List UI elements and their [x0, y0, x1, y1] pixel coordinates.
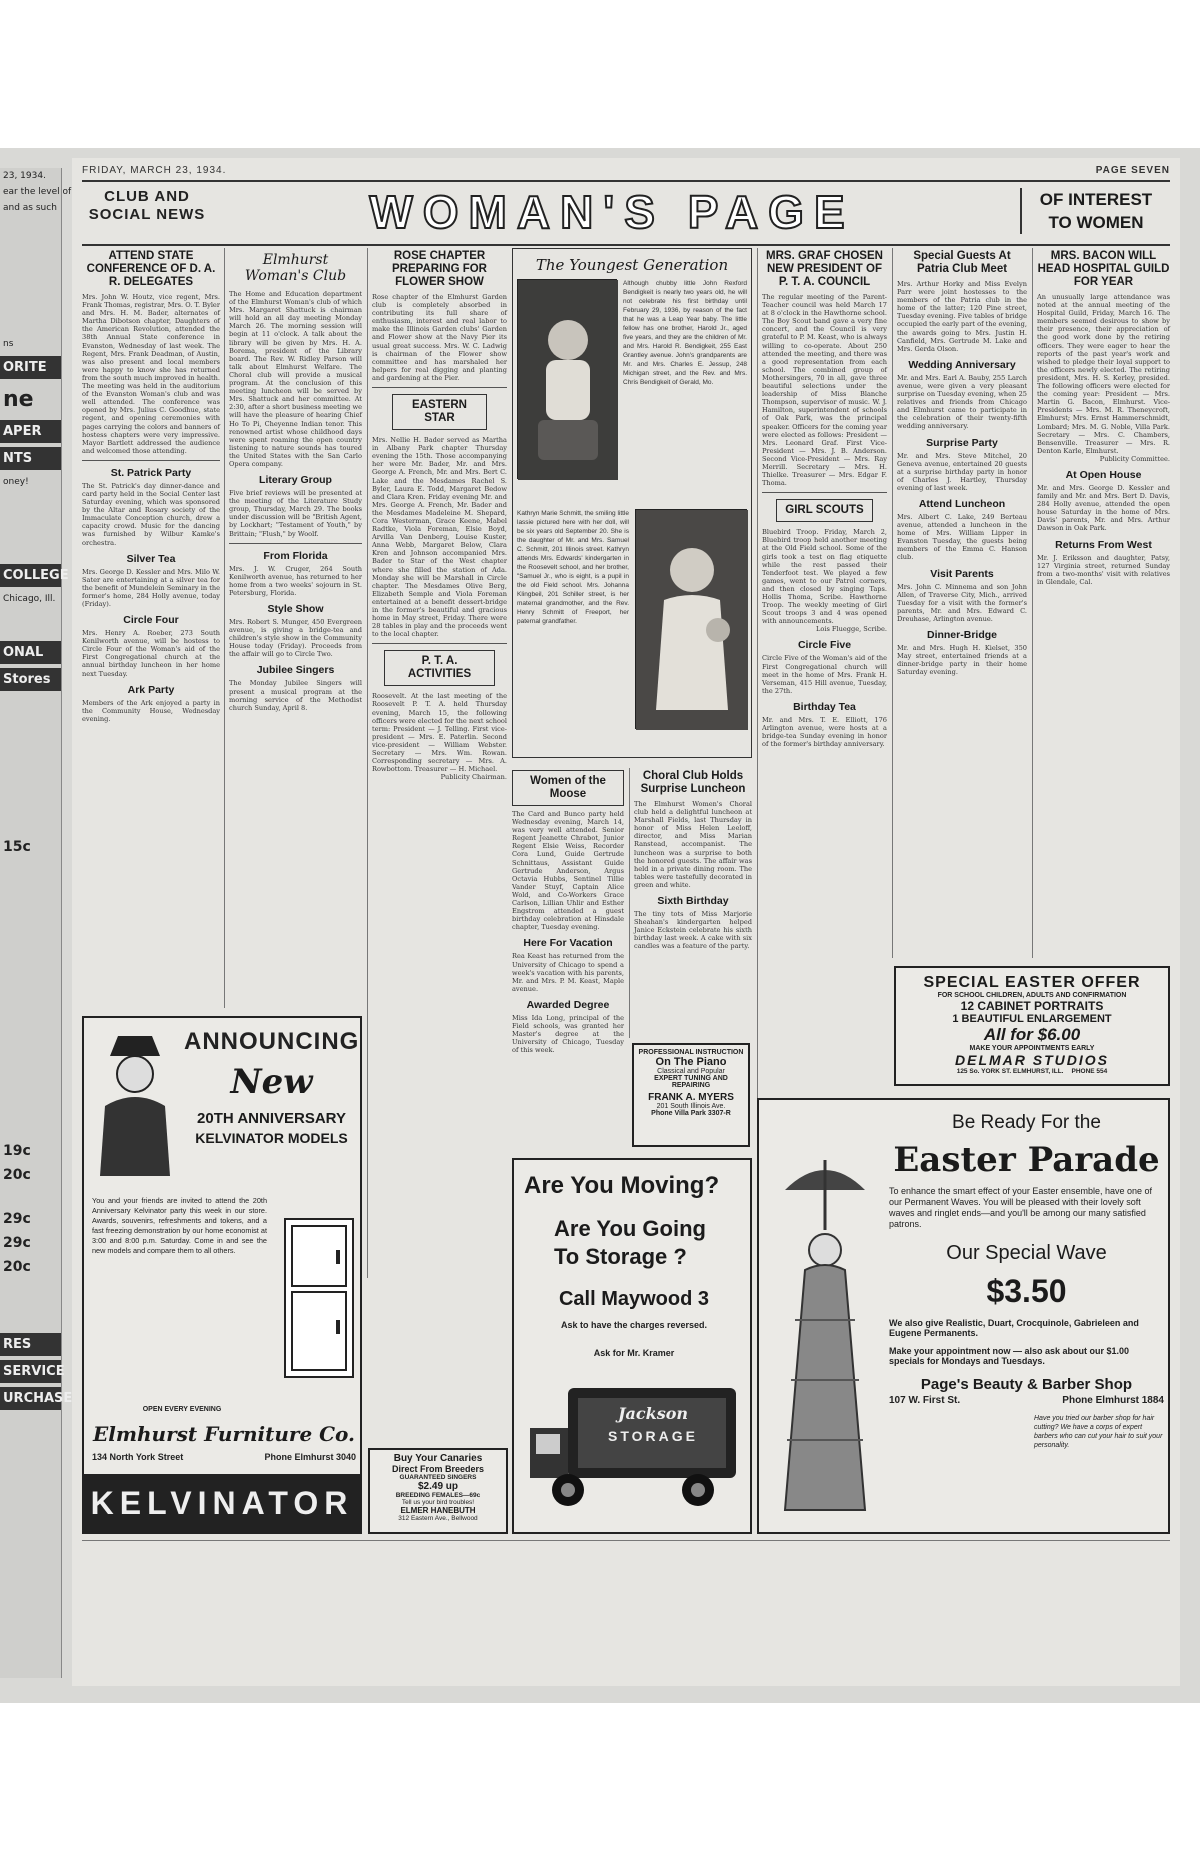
- ad-phone: Phone Elmhurst 3040: [264, 1452, 356, 1462]
- article-body: Mrs. John W. Houtz, vice regent, Mrs. Frank Thomas, registrar, Mrs. O. T. Byler and Mrs. H. M. Bader, alternates of Martha Dibotson chapter, Daughters of the American Revolution, attended the 38th Annual State conference in Evanston, Wednesday of last week. The Regent, Mrs. Frank Deadman, of Austin, was also present and local members were happy to know she has returned from the south much improved in health. The meeting was held in the auditorium of the Evanston Woman's club and was well attended. The conference was opened by Mrs. Julius C. Goodhue, state regent, and opening ceremonies with pages carrying the colors and banners of hostess chapters were very impressive. Mayor Bartlett addressed the audience and welcomed those attending.: [82, 293, 220, 455]
- article-headline: Wedding Anniversary: [908, 358, 1016, 371]
- truck-brand: Jackson: [617, 1404, 689, 1423]
- strip-text: Stores: [0, 668, 61, 691]
- of-interest-line: OF INTEREST: [1039, 190, 1153, 209]
- column-patria-club: [892, 248, 1027, 958]
- scanner-margin-bottom: [0, 1703, 1200, 1855]
- newspaper-page: [0, 148, 1200, 1703]
- ad-line: Be Ready For the: [952, 1112, 1101, 1133]
- article-body: An unusually large attendance was noted at the annual meeting of the Hospital Guild, Friday, March 16. The members seemed desirous to show by their presence, their appreciation of the good work done by the retiring officers. They were eager to hear the reports of the past year's work and wished to pledge their loyal support to the officers newly elected. The retiring president, Mrs. H. S. Kerley, presided. The following officers were elected for the coming year: President — Mrs. Martin G. Bacon, Elmhurst. Vice-Presidents — Mrs. M. R. Theneycroft, Elmhurst; Mrs. Ernst Hammerschmidt, Lombard; Mrs. M. G. Noble, Villa Park. Secretary — Mrs. C. Chambers, Bensenville. Treasurer — Mrs. R. Denton Karle, Elmhurst.: [1037, 293, 1170, 455]
- article-body: Mrs. Nellie H. Bader served as Martha in Albany Park chapter Thursday evening the 15th. Those accompanying her were Mr. Bader, Mr. and Mrs. George A. French, Mr. and Mrs. Bert C. Lake and the Mesdames Rachel S. Byler, Laura E. Todd, Margaret Bedow and Clara Kren. Friday evening Mr. and Mrs. George A. French, Mr. Bader and the Mesdames Madeleine M. Shepard, Cora Westerman, Grace Keene, Mabel Radtke, Viola Foreman, Elsie Boyd, Arvilla Van Denberg, Louise Kuster, Anna Webb, Margaret Below, Clara Kren and Johnson accompanied Mrs. Bader to Star of the West chapter where she filled the station of Ada. Monday she will be Marshall in Circle chapter. The Mesdames Olive Berg, Elizabeth Semple and Viola Foreman entertained at a benefit dessert-bridge in the former's beautiful and gracious home in May street, Friday. There were 28 tables in play and the proceeds went to the local chapter.: [372, 436, 507, 639]
- ad-price: $2.49 up: [417, 1481, 459, 1492]
- ad-body: Make your appointment now — also ask about our $1.00 specials for Mondays and Tuesdays.: [889, 1346, 1130, 1366]
- strip-text: 29c: [3, 1235, 31, 1251]
- article-headline: Returns From West: [1055, 538, 1152, 551]
- ad-line: 20TH ANNIVERSARY: [197, 1110, 346, 1127]
- ad-man-illustration: [90, 1026, 180, 1186]
- strip-text: 20c: [3, 1259, 31, 1275]
- article-headline: Attend Luncheon: [918, 497, 1006, 510]
- scanner-margin-top: [0, 0, 1200, 40]
- ad-line: To Storage ?: [554, 1244, 687, 1269]
- article-body: Mrs. George D. Kessler and Mrs. Milo W. Sater are entertaining at a silver tea for the benefit of Mundelein Seminary in the former's home, 284 Holly avenue, today (Friday).: [82, 567, 220, 608]
- article-headline: Circle Five: [797, 639, 852, 652]
- article-body: The Home and Education department of the Elmhurst Woman's club of which Mrs. Margaret Shattuck is chairman will hold an all day meeting Monday March 26. The morning session will begin at 11 o'clock. A talk about the library will be given by Mrs. H. A. Borema, president of the Library board. The Rev. W. Ridley Parson will talk about Elmhurst Welfare. The Choral club will provide a musical program. At the conclusion of this meeting luncheon will be served by Mrs. Shattuck and her committee. At 2:30, after a short business meeting we will have the pleasure of hearing Chief Ho To Pi, Cheyenne Indian tenor. This renowned artist whose childhood days were spent roaming the open country listening to nature sounds has toured the United States with the San Carlo Opera company.: [229, 290, 362, 468]
- ad-line: Ask to have the charges reversed.: [560, 1320, 708, 1330]
- article-body: Mrs. John C. Minnema and son John Allen, of Traverse City, Mich., arrived Tuesday for a visit with the former's parents, Mr. and Mrs. Edward C. Dreuhase, Arlington avenue.: [897, 582, 1027, 623]
- ad-canaries: [368, 1448, 508, 1534]
- column-womans-club: [224, 248, 362, 1008]
- divider: [762, 492, 887, 493]
- article-headline: Birthday Tea: [793, 700, 856, 713]
- ad-line: GUARANTEED SINGERS: [399, 1474, 477, 1481]
- article-body: Mr. and Mrs. Hugh H. Kielset, 350 May street, entertained friends at a dinner-bridge party in their home Saturday evening.: [897, 644, 1027, 677]
- article-headline: Ark Party: [127, 683, 175, 696]
- ad-pages-beauty-shop: [757, 1098, 1170, 1534]
- ad-name: FRANK A. MYERS: [648, 1092, 734, 1103]
- strip-text: 23, 1934.: [3, 171, 46, 181]
- article-body: Five brief reviews will be presented at the meeting of the Literature Study group, Thursday, March 29. The books under discussion will be "British Agent, by Lockhart; "Testament of Youth," by Brittain; "Flush," by Woolf.: [229, 489, 362, 538]
- article-headline: Surprise Party: [926, 436, 998, 449]
- page-topline: [82, 163, 1170, 179]
- masthead: [82, 186, 1170, 240]
- of-interest-to-women: [1020, 188, 1170, 234]
- adjacent-page-strip: [0, 168, 73, 1678]
- ad-address: 201 South Illinois Ave.: [656, 1103, 726, 1110]
- article-headline: Silver Tea: [126, 552, 176, 565]
- ad-line: Our Special Wave: [946, 1242, 1107, 1264]
- ad-line: MAKE YOUR APPOINTMENTS EARLY: [969, 1045, 1095, 1052]
- article-headline: Dinner-Bridge: [926, 629, 997, 641]
- store-name: Elmhurst Furniture Co.: [92, 1422, 356, 1446]
- ad-headline: Easter Parade: [893, 1140, 1160, 1180]
- divider: [372, 643, 507, 644]
- ad-line: 1 BEAUTIFUL ENLARGEMENT: [952, 1013, 1112, 1025]
- photo-caption: Although chubby little John Rexford Bendigkeit is nearly two years old, he will not celebrate his first birthday until February 29, 1936, by reason of the fact that he was a Leap Year baby. The little fellow has one brother, Harold Jr., aged five years, and they are the children of Mr. and Mrs. Harold R. Bendigkeit, 255 East Grantley avenue. John's grandparents are Mr. and Mrs. Charles E. Jessup, 248 Michigan street, and the Rev. and Mrs. Chris Bendigkeit of Gerald, Mo.: [623, 280, 747, 386]
- article-body: The St. Patrick's day dinner-dance and card party held in the Social Center last Saturday evening, which was sponsored by the Altar and Rosary society of the Immaculate Conception church, drew a capacity crowd. Music for the dancing was furnished by Wilbur Kamke's orchestra.: [82, 481, 220, 547]
- ad-name: ELMER HANEBUTH: [400, 1506, 476, 1515]
- ad-line: Are You Going: [554, 1216, 706, 1241]
- signature: Publicity Committee.: [1099, 454, 1170, 463]
- article-body: Bluebird Troop. Friday, March 2, Bluebird troop held another meeting at the Old Field school. Some of the girls took a test on flag etiquette while the rest passed their Tenderfoot test. We played a few games, went to our Patrol corners, and then closed by singing Taps. Hollis Thoma, Scribe. Hawthorne Troop. The weekly meeting of Girl Scout troops 3 and 4 was opened with announcements.: [762, 528, 887, 626]
- strip-text: 19c: [3, 1143, 31, 1159]
- article-body: Mr. J. Eriksson and daughter, Patsy, 127 Virginia street, returned Sunday from a two-months' visit with relatives in Glendale, Cal.: [1037, 553, 1170, 586]
- article-headline: P. T. A. ACTIVITIES: [384, 650, 495, 686]
- article-body: Mrs. Henry A. Roeber, 273 South Kenilworth avenue, will be hostess to Circle Four of the Woman's aid of the First Congregational church at the annual birthday luncheon in her home next Tuesday.: [82, 629, 220, 678]
- ad-maywood-storage: [512, 1158, 752, 1534]
- article-body: Circle Five of the Woman's aid of the First Congregational church will meet in the home of Mrs. Frank H. Verseman, 415 Hill avenue, Tuesday, the 27th.: [762, 654, 887, 695]
- column-pta-council: [757, 248, 887, 1148]
- article-body: The Elmhurst Women's Choral club held a delightful luncheon at Marshall Fields, last Thursday in honor of Miss Helen Leeloff, director, and Miss Marian Ranstead, accompanist. The luncheon was a surprise to both the honored guests. The affair was held in a private dining room. The tables were tastefully decorated in green and white.: [634, 800, 752, 889]
- article-body: Members of the Ark enjoyed a party in the Community House, Wednesday evening.: [82, 698, 220, 723]
- ad-line: Direct From Breeders: [391, 1464, 485, 1474]
- dateline: FRIDAY, MARCH 23, 1934.: [82, 165, 227, 176]
- article-body: Mr. and Mrs. T. E. Elliott, 176 Arlington avenue, were hosts at a bridge-tea Sunday evening in honor of the former's birthday anniversary.: [762, 715, 887, 749]
- article-headline: St. Patrick Party: [110, 466, 192, 479]
- article-headline: MRS. BACON WILL HEAD HOSPITAL GUILD FOR YEAR: [1037, 250, 1170, 288]
- baby-illustration: [518, 280, 618, 480]
- signature: Lois Fluegge, Scribe.: [816, 625, 887, 634]
- club-social-news: [82, 188, 212, 224]
- ad-line: On The Piano: [655, 1056, 727, 1068]
- ad-headline: SPECIAL EASTER OFFER: [923, 974, 1141, 991]
- article-body: Mr. and Mrs. Steve Mitchel, 20 Geneva avenue, entertained 20 guests at a surprise birthday party in honor of Charles J. Hartley, Thursday evening of last week.: [897, 451, 1027, 492]
- ad-piano-instruction: [632, 1043, 750, 1147]
- article-headline: Choral Club Holds Surprise Luncheon: [640, 770, 746, 795]
- article-body: Mrs. Albert C. Lake, 249 Berteau avenue, attended a luncheon in the home of Mrs. William Lipper in Evanston Tuesday, the guests being members of the Emma C. Hanson club.: [897, 512, 1027, 562]
- ad-line: Ask for Mr. Kramer: [593, 1348, 675, 1358]
- article-body: The Card and Bunco party held Wednesday evening, March 14, was very well attended. Senior Regent Jeanette Chrabot, Junior Regent Elsie Weiss, Recorder Cora Lund, Guide Gertrude Schnittaus, Assistant Guide Gertrude Anderson, Argus Octavia Hubbs, Sentinel Tillie Vander Stuyf, Captain Alice Wold, and Co-Workers Grace Carlson, Lillian Uhlir and Esther Engstrom attended a guest birthday celebration at Hinsdale chapter, Tuesday evening.: [512, 810, 624, 932]
- article-headline: GIRL SCOUTS: [776, 499, 873, 522]
- ad-line: KELVINATOR MODELS: [195, 1130, 348, 1146]
- strip-text: 15c: [3, 839, 31, 855]
- strip-text: COLLEGE: [0, 564, 61, 587]
- article-headline: Elmhurst Woman's Club: [244, 252, 347, 284]
- ad-content: [889, 1112, 1164, 1450]
- article-body: Rea Keast has returned from the University of Chicago to spend a week's vacation with his parents, Mr. and Mrs. P. M. Keast, Maple avenue.: [512, 952, 624, 993]
- shop-contact: [889, 1395, 1164, 1406]
- ad-line: PROFESSIONAL INSTRUCTION: [638, 1049, 744, 1056]
- article-body: Mrs. Arthur Horky and Miss Evelyn Parr were joint hostesses to the members of the Patria club in the home of the latter; 120 Pine street, Tuesday evening. Five tables of bridge occupied the early part of the evening, the awards going to Mrs. Justin H. Canfield, Mrs. Gertrude M. Lake and Mrs. Gerda Olson.: [897, 280, 1027, 353]
- strip-text: ns: [3, 339, 14, 349]
- social-news-line: SOCIAL NEWS: [88, 206, 206, 223]
- article-headline: Jubilee Singers: [256, 664, 335, 677]
- article-headline: MRS. GRAF CHOSEN NEW PRESIDENT OF P. T. A. COUNCIL: [766, 250, 883, 288]
- page-title: WOMAN'S PAGE: [369, 186, 855, 238]
- colonial-man-icon: [90, 1026, 180, 1186]
- ad-address: 134 North York Street: [92, 1452, 184, 1462]
- article-headline: Style Show: [267, 603, 324, 615]
- ad-line: New: [230, 1062, 313, 1102]
- article-headline: Literary Group: [259, 474, 332, 487]
- ad-body: We also give Realistic, Duart, Crocquinole, Gabrieleen and Eugene Permanents.: [889, 1318, 1139, 1338]
- girl-illustration: [636, 510, 748, 730]
- strip-text: NTS: [0, 447, 61, 470]
- baby-photo: [517, 279, 617, 479]
- article-headline: Circle Four: [123, 614, 179, 627]
- studio-name: DELMAR STUDIOS: [955, 1052, 1109, 1068]
- ad-price: $3.50: [986, 1273, 1067, 1309]
- article-body: Mr. and Mrs. Earl A. Bauby, 255 Larch avenue, were given a very pleasant surprise on Tuesday evening, when 25 relatives and friends from Chicago and Elmhurst came to participate in the celebration of their twenty-fifth wedding anniversary.: [897, 373, 1027, 431]
- article-body: Rose chapter of the Elmhurst Garden club is completely absorbed in contributing its full share of enthusiasm, interest and real labor to make the Illinois Garden clubs' Garden and Flower show at the Navy Pier its usual great success. Mrs. W. C. Ladwig is chairman of the Flower show committee and has marshaled her helpers for real digging and planting and gardening at the Pier.: [372, 293, 507, 382]
- divider: [82, 460, 220, 461]
- ad-address: 107 W. First St.: [889, 1395, 961, 1406]
- page-content: [72, 158, 1180, 1686]
- ad-line: OPEN EVERY EVENING: [142, 1406, 222, 1413]
- ad-line: Classical and Popular: [657, 1068, 725, 1075]
- girl-photo: [635, 509, 747, 729]
- truck-icon: [528, 1378, 740, 1518]
- strip-text: ONAL: [0, 641, 61, 664]
- ad-note: Have you tried our barber shop for hair cutting? We have a corps of expert barbers who can cut your hair to suit your personality.: [1034, 1415, 1163, 1449]
- ad-kelvinator: [82, 1016, 362, 1534]
- to-women-line: TO WOMEN: [1048, 213, 1144, 232]
- article-headline: Awarded Degree: [526, 998, 610, 1011]
- column-hospital-guild: [1032, 248, 1170, 958]
- club-line: CLUB AND: [104, 188, 190, 205]
- article-body: Mrs. J. W. Cruger, 264 South Kenilworth avenue, has returned to her home from a two weeks' sojourn in St. Petersburg, Florida.: [229, 564, 362, 597]
- brand-banner: KELVINATOR: [84, 1474, 360, 1532]
- page-number: PAGE SEVEN: [1095, 165, 1170, 176]
- moving-truck-illustration: [528, 1378, 740, 1518]
- refrigerator-icon: [286, 1220, 352, 1376]
- refrigerator-illustration: [284, 1218, 354, 1378]
- ad-line: EXPERT TUNING AND REPAIRING: [654, 1075, 728, 1089]
- ad-line: Tell us your bird troubles!: [401, 1499, 475, 1506]
- ad-body: You and your friends are invited to attend the 20th Anniversary Kelvinator party this week in our store. Awards, souvenirs, refreshments and tokens, and a fast freezing demonstration by our home economist at 3:00 and 8:00 p.m. Saturday. Come in and see the new models and compare them to all others.: [92, 1196, 267, 1255]
- article-body: Mr. and Mrs. George D. Kessler and family and Mr. and Mrs. Bert D. Davis, 284 Holly avenue, attended the open house Saturday in the home of Mrs. Davis' parents, Mr. and Mrs. Arthur Dawson in Oak Park.: [1037, 483, 1170, 533]
- column-rose-chapter: [367, 248, 507, 1278]
- masthead-rule: [82, 244, 1170, 246]
- article-headline: From Florida: [263, 549, 328, 562]
- studio-contact: [902, 1068, 1162, 1075]
- shop-name: Page's Beauty & Barber Shop: [920, 1376, 1133, 1393]
- ad-line: 12 CABINET PORTRAITS: [960, 999, 1104, 1013]
- lady-illustration: [765, 1120, 885, 1520]
- column-choral: [629, 768, 752, 1038]
- signature: Publicity Chairman.: [440, 773, 507, 782]
- ad-headline: ANNOUNCING: [184, 1028, 360, 1055]
- column-dar: [82, 248, 220, 1008]
- ad-line: FOR SCHOOL CHILDREN, ADULTS AND CONFIRMATION: [937, 992, 1127, 999]
- article-headline: EASTERN STAR: [392, 394, 487, 430]
- ad-phone: PHONE 554: [1071, 1068, 1108, 1075]
- ad-delmar-studios: [894, 966, 1170, 1086]
- article-headline: At Open House: [1065, 468, 1142, 481]
- strip-text: oney!: [3, 477, 29, 487]
- strip-text: ear the level of: [3, 187, 72, 197]
- article-body: The tiny tots of Miss Marjorie Sheahan's kindergarten helped Janice Eckstein celebrate his sixth birthday last week. A cake with six candles was a feature of the party.: [634, 910, 752, 951]
- divider: [229, 543, 362, 544]
- article-headline: Women of the Moose: [512, 770, 624, 806]
- strip-text: Chicago, Ill.: [3, 594, 56, 604]
- truck-label: STORAGE: [608, 1428, 698, 1444]
- strip-text: URCHASE: [0, 1387, 61, 1410]
- article-body: Roosevelt. At the last meeting of the Roosevelt P. T. A. held Thursday evening, March 15, the following officers were elected for the next school term: President — J. Telling. First vice-president — Mrs. E. Paterlin. Second vice-president — William Webster. Secretary — Mrs. Wm. Rowan. Corresponding secretary — Mrs. A. Rowbottom. Treasurer — H. Michael.: [372, 692, 507, 774]
- article-body: The Monday Jubilee Singers will present a musical program at the morning service of the Methodist church Sunday, April 8.: [229, 679, 362, 712]
- feature-title: The Youngest Generation: [535, 256, 729, 274]
- store-contact: [92, 1452, 356, 1462]
- article-body: The regular meeting of the Parent-Teacher council was held March 17 at 8 o'clock in the Hawthorne school. The Boy Scout band gave a very fine concert, and the Council is very grateful to P. M. Keast, who is always willing to co-operate. About 250 attended the meeting, and there was a good representation from each school. The combined group of Mothersingers, 70 in all, gave three beautiful selections under the leadership of Miss Blanche Thompson, supervisor of music. W. J. Hamilton, superintendent of schools of Oak Park, was the principal speaker. Officers for the coming year were elected as follows: President — Mrs. Leonard Graf. First Vice-President — Mrs. J. B. Anderson. Second Vice-President — Mrs. Ray Merrill. Secretary — Mrs. H. Thielke. Treasurer — Mrs. Edgar F. Thoma.: [762, 293, 887, 488]
- strip-text: 29c: [3, 1211, 31, 1227]
- strip-text: and as such: [3, 203, 57, 213]
- strip-text: RES: [0, 1333, 61, 1356]
- article-body: Miss Ida Long, principal of the Field schools, was granted her Master's degree at the University of Chicago, Tuesday of this week.: [512, 1013, 624, 1055]
- divider: [372, 387, 507, 388]
- bottom-rule: [82, 1540, 1170, 1541]
- ad-headline: Are You Moving?: [524, 1172, 720, 1199]
- ad-address: 312 Eastern Ave., Bellwood: [398, 1515, 478, 1522]
- ad-line: Buy Your Canaries: [393, 1453, 483, 1464]
- ad-address: 125 So. YORK ST. ELMHURST, ILL.: [956, 1068, 1064, 1075]
- strip-text: ORITE: [0, 356, 61, 379]
- article-headline: Sixth Birthday: [657, 895, 729, 908]
- article-headline: Visit Parents: [930, 567, 994, 580]
- ad-price: All for $6.00: [983, 1025, 1081, 1044]
- easter-lady-icon: [765, 1120, 885, 1520]
- article-headline: Special Guests At Patria Club Meet: [913, 250, 1011, 275]
- strip-text: ne: [3, 387, 34, 412]
- ad-line: BREEDING FEMALES—69c: [395, 1492, 481, 1499]
- article-headline: Here For Vacation: [523, 937, 613, 950]
- photo-caption: Kathryn Marie Schmitt, the smiling little lassie pictured here with her doll, will be six years old September 20. She is the daughter of Mr. and Mrs. Samuel C. Schmitt, 201 Illinois street. Kathryn attends Mrs. Edwards' kindergarten in the Roosevelt school, and her brother, "Samuel Jr., who is eight, is a pupil in the old Field school. Mrs. Johanna Klingbeil, 201 Schiller street, is her maternal grandmother, and the Rev. Henry Schmitt of Freeport, her paternal grandfather.: [517, 510, 629, 625]
- strip-text: SERVICE: [0, 1360, 61, 1383]
- youngest-generation-feature: [512, 248, 752, 758]
- strip-text: 20c: [3, 1167, 31, 1183]
- article-headline: ROSE CHAPTER PREPARING FOR FLOWER SHOW: [392, 250, 487, 288]
- ad-body: To enhance the smart effect of your Easter ensemble, have one of our Permanent Waves. You will be pleased with their lovely soft waves and ringlet ends—and you'll be among our many satisfied patrons.: [889, 1186, 1152, 1229]
- ad-phone: Phone Villa Park 3307-R: [651, 1110, 731, 1117]
- ad-phone: Phone Elmhurst 1884: [1062, 1395, 1164, 1406]
- strip-text: APER: [0, 420, 61, 443]
- article-headline: ATTEND STATE CONFERENCE OF D. A. R. DELEGATES: [86, 250, 216, 288]
- ad-line: Call Maywood 3: [558, 1288, 710, 1310]
- article-body: Mrs. Robert S. Munger, 450 Evergreen avenue, is giving a bridge-tea and children's style show in the Community House today (Friday). Proceeds from the affair will go to Circle Two.: [229, 618, 362, 659]
